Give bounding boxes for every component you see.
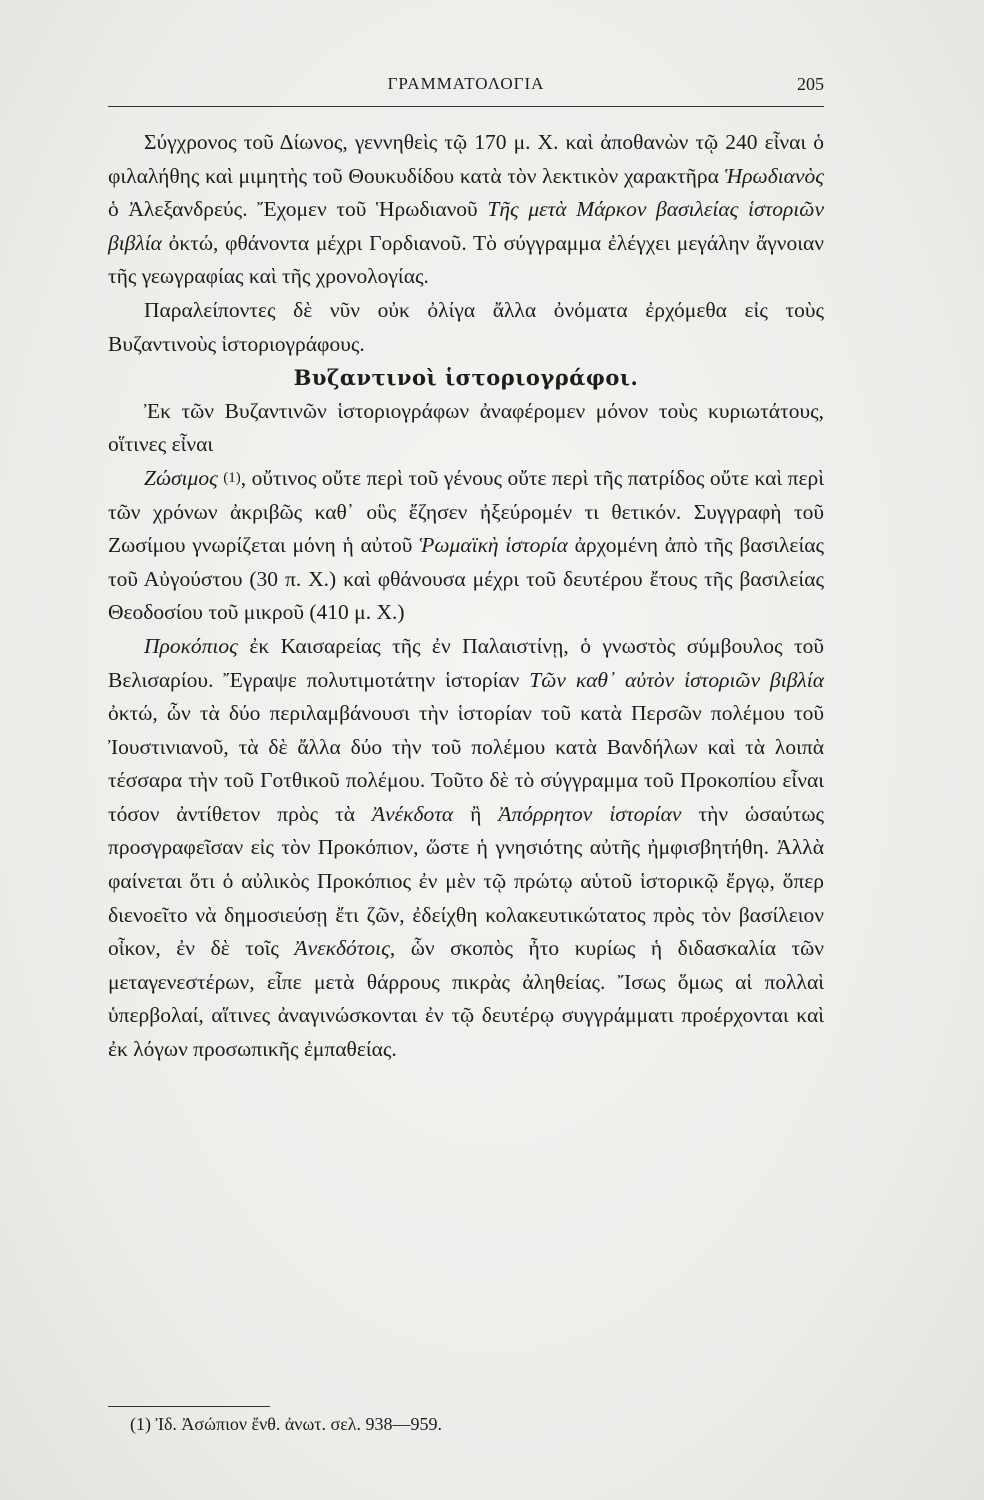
footnote-rule — [108, 1406, 270, 1407]
body-text — [108, 126, 824, 1067]
text-span: ὁ Ἀλεξανδρεύς. Ἔχομεν τοῦ Ἡρωδιανοῦ — [108, 197, 478, 222]
page-number: 205 — [797, 74, 824, 94]
name-herodian: Ἡρωδιανὸς — [724, 163, 824, 188]
header-rule — [108, 106, 824, 107]
footnote-ref: (1) — [223, 469, 241, 486]
work-title-secret-history: Ἀπόρρητον ἱστορίαν — [498, 801, 682, 826]
footnote: (1) Ἰδ. Ἀσώπιον ἔνθ. ἀνωτ. σελ. 938—959. — [130, 1414, 443, 1434]
text-span: τὴν ὡσαύτως προσγραφεῖσαν εἰς τὸν Προκόπιον, ὥστε ἡ γνησιότης αὐτῆς ἠμφισβητήθη. Ἀλλὰ φαίνεται ὅτι ὁ αὐλικὸς Προκόπιος ἐν μὲν τῷ πρώτῳ αὑτοῦ ἱστορικῷ ἔργῳ, ὅπερ διενοεῖτο νὰ δημοσιεύσῃ ἔτι ζῶν, ἐδείχθη κολακευτικώτατος πρὸς τὸν βασίλειον οἶκον, ἐν δὲ τοῖς — [108, 801, 825, 961]
text-span: , οὔτινος οὔτε περὶ τοῦ γένους οὔτε περὶ τῆς πατρίδος οὔτε καὶ περὶ τῶν χρόνων ἀκριβῶς καθ᾽ οὓς ἔζησεν ἠξεύρομέν τι θετικόν. Συγγραφὴ τοῦ Ζωσίμου γνωρίζεται μόνη ἡ αὐτοῦ — [108, 465, 825, 558]
section-heading: Βυζαντινοὶ ἱστοριογράφοι. — [293, 365, 639, 391]
text-span: , ὧν σκοπὸς ἦτο κυρίως ἡ διδασκαλία τῶν μεταγενεστέρων, εἶπε μετὰ θάρρους πικρὰς ἀληθείας. Ἴσως ὅμως αἱ πολλαὶ ὑπερβολαί, αἵτινες ἀναγινώσκονται ἐν τῷ δευτέρῳ συγγράμματι προέρχονται καὶ ἐκ λόγων προσωπικῆς ἐμπαθείας. — [108, 936, 825, 1062]
paragraph-procopius — [108, 630, 824, 1067]
text-span: ὀκτώ, ὧν τὰ δύο περιλαμβάνουσι τὴν ἱστορίαν τοῦ κατὰ Περσῶν πολέμου τοῦ Ἰουστινιανοῦ, τὰ δὲ ἄλλα δύο τὴν τοῦ πολέμου κατὰ Βανδήλων καὶ τὰ λοιπὰ τέσσαρα τὴν τοῦ Γοτθικοῦ πολέμου. Τοῦτο δὲ τὸ σύγγραμμα τοῦ Προκοπίου εἶναι τόσον ἀντίθετον πρὸς τὰ — [108, 701, 824, 826]
work-title-herodian: Τῆς μετὰ Μάρκον βασιλείας ἱστοριῶν βιβλία — [108, 197, 825, 255]
paragraph-zosimus — [108, 462, 824, 630]
name-procopius: Προκόπιος — [144, 633, 238, 658]
text-span: ἐκ Καισαρείας τῆς ἐν Παλαιστίνῃ, ὁ γνωστὸς σύμβουλος τοῦ Βελισαρίου. Ἔγραψε πολυτιμοτάτην ἱστορίαν — [108, 633, 825, 692]
work-title-histories: Τῶν καθ᾽ αὐτὸν ἱστοριῶν βιβλία — [529, 667, 824, 692]
text-span: ὀκτώ, φθάνοντα μέχρι Γορδιανοῦ. Τὸ σύγγραμμα ἐλέγχει μεγάλην ἄγνοιαν τῆς γεωγραφίας καὶ τῆς χρονολογίας. — [108, 230, 825, 289]
work-title-anekdota-dative: Ἀνεκδότοις — [294, 936, 390, 961]
running-title: ΓΡΑΜΜΑΤΟΛΟΓΙΑ — [387, 74, 545, 93]
page-header — [108, 74, 824, 104]
text-span: ἀρχομένη ἀπὸ τῆς βασιλείας τοῦ Αὐγούστου (30 π. Χ.) καὶ φθάνουσα μέχρι τοῦ δευτέρου ἔτους τῆς βασιλείας Θεοδοσίου τοῦ μικροῦ (410 μ. Χ.) — [108, 533, 825, 625]
text-span: ἢ — [470, 801, 482, 826]
paragraph-transition: Παραλείποντες δὲ νῦν οὐκ ὀλίγα ἄλλα ὀνόματα ἐρχόμεθα εἰς τοὺς Βυζαντινοὺς ἱστοριογράφους. — [108, 297, 824, 356]
paragraph-herodian — [108, 126, 824, 294]
paragraph-intro: Ἐκ τῶν Βυζαντινῶν ἱστοριογράφων ἀναφέρομεν μόνον τοὺς κυριωτάτους, οἵτινες εἶναι — [108, 398, 824, 457]
work-title-zosimus: Ῥωμαϊκὴ ἱστορία — [419, 533, 568, 558]
work-title-anekdota: Ἀνέκδοτα — [371, 801, 454, 826]
text-span: Σύγχρονος τοῦ Δίωνος, γεννηθεὶς τῷ 170 μ. Χ. καὶ ἀποθανὼν τῷ 240 εἶναι ὁ φιλαλήθης καὶ μιμητὴς τοῦ Θουκυδίδου κατὰ τὸν λεκτικὸν χαρακτῆρα — [108, 130, 824, 188]
name-zosimus: Ζώσιμος — [144, 465, 218, 490]
